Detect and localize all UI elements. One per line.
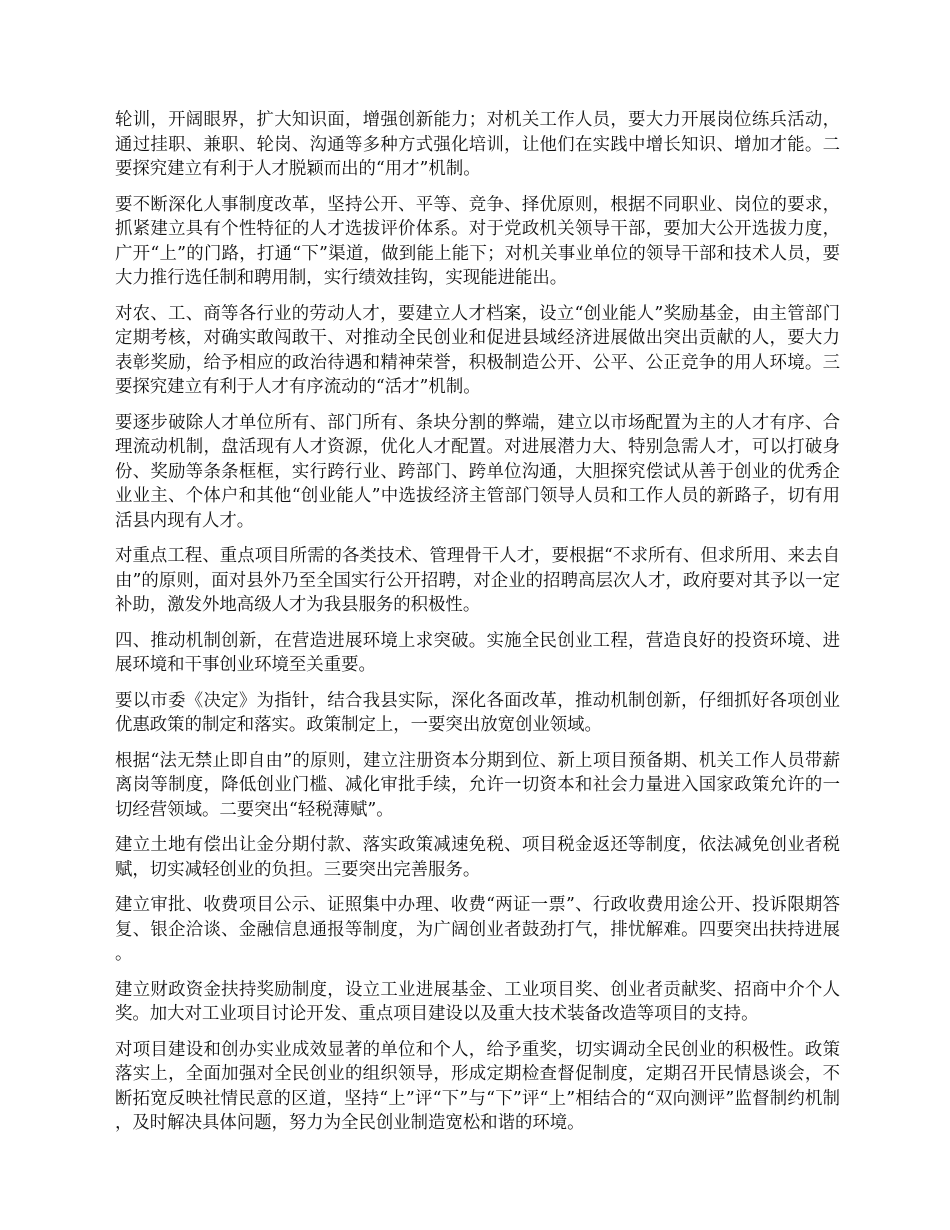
paragraph-1: 轮训，开阔眼界，扩大知识面，增强创新能力；对机关工作人员，要大力开展岗位练兵活动，通过挂职、兼职、轮岗、沟通等多种方式强化培训，让他们在实践中增长知识、增加才能。二要探究建立有利于人才脱颖而出的“用才”机制。 — [115, 110, 840, 179]
paragraph-5: 对重点工程、重点项目所需的各类技术、管理骨干人才，要根据“不求所有、但求所用、来去自由”的原则，面对县外乃至全国实行公开招聘，对企业的招聘高层次人才，政府要对其予以一定补助，激发外地高级人才为我县服务的积极性。 — [115, 546, 840, 615]
paragraph-7: 要以市委《决定》为指针，结合我县实际，深化各面改革，推动机制创新，仔细抓好各项创业优惠政策的制定和落实。政策制定上，一要突出放宽创业领域。 — [115, 690, 840, 735]
paragraph-10: 建立审批、收费项目公示、证照集中办理、收费“两证一票”、行政收费用途公开、投诉限期答复、银企洽谈、金融信息通报等制度，为广阔创业者鼓劲打气，排忧解难。四要突出扶持进展。 — [115, 895, 840, 964]
paragraph-2: 要不断深化人事制度改革，坚持公开、平等、竞争、择优原则，根据不同职业、岗位的要求，抓紧建立具有个性特征的人才选拔评价体系。对于党政机关领导干部，要加大公开选拔力度，广开“上”的门路，打通“下”渠道，做到能上能下；对机关事业单位的领导干部和技术人员，要大力推行选任制和聘用制，实行绩效挂钩，实现能进能出。 — [115, 194, 840, 288]
paragraph-3: 对农、工、商等各行业的劳动人才，要建立人才档案，设立“创业能人”奖励基金，由主管部门定期考核，对确实敢闯敢干、对推动全民创业和促进县域经济进展做出突出贡献的人，要大力表彰奖励，给予相应的政治待遇和精神荣誉，积极制造公开、公平、公正竞争的用人环境。三要探究建立有利于人才有序流动的“活才”机制。 — [115, 303, 840, 397]
document-page — [115, 108, 840, 1147]
paragraph-9: 建立土地有偿出让金分期付款、落实政策减速免税、项目税金返还等制度，依法减免创业者税赋，切实减轻创业的负担。三要突出完善服务。 — [115, 835, 840, 880]
paragraph-11: 建立财政资金扶持奖励制度，设立工业进展基金、工业项目奖、创业者贡献奖、招商中介个人奖。加大对工业项目讨论开发、重点项目建设以及重大技术装备改造等项目的支持。 — [115, 979, 840, 1024]
paragraph-12: 对项目建设和创办实业成效显著的单位和个人，给予重奖，切实调动全民创业的积极性。政策落实上，全面加强对全民创业的组织领导，形成定期检查督促制度，定期召开民情恳谈会，不断拓宽反映社情民意的区道，坚持“上”评“下”与“下”评“上”相结合的“双向测评”监督制约机制，及时解决具体问题，努力为全民创业制造宽松和谐的环境。 — [115, 1039, 840, 1133]
paragraph-4: 要逐步破除人才单位所有、部门所有、条块分割的弊端，建立以市场配置为主的人才有序、合理流动机制，盘活现有人才资源，优化人才配置。对进展潜力大、特别急需人才，可以打破身份、奖励等条条框框，实行跨行业、跨部门、跨单位沟通，大胆探究偿试从善于创业的优秀企业业主、个体户和其他“创业能人”中选拔经济主管部门领导人员和工作人员的新路子，切有用活县内现有人才。 — [115, 412, 840, 531]
paragraph-6: 四、推动机制创新，在营造进展环境上求突破。实施全民创业工程，营造良好的投资环境、进展环境和干事创业环境至关重要。 — [115, 630, 840, 675]
paragraph-8: 根据“法无禁止即自由”的原则，建立注册资本分期到位、新上项目预备期、机关工作人员带薪离岗等制度，降低创业门槛、减化审批手续，允许一切资本和社会力量进入国家政策允许的一切经营领域。二要突出“轻税薄赋”。 — [115, 750, 840, 820]
